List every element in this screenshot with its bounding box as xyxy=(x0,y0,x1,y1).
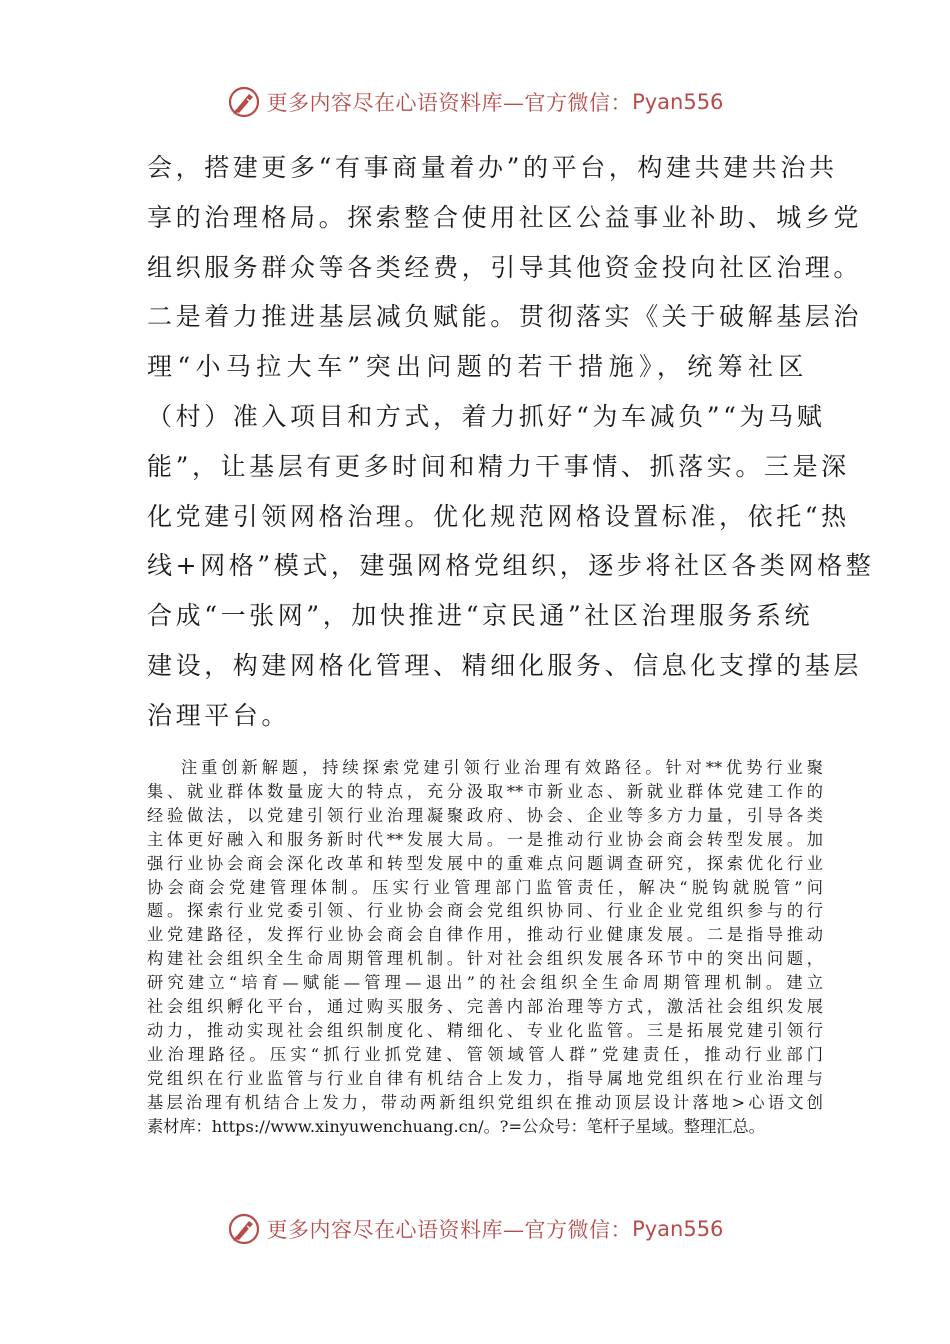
main-paragraph xyxy=(147,143,875,741)
paragraph-line: 化党建引领网格治理。优化规范网格设置标准，依托“热 xyxy=(147,501,850,531)
pen-nib-icon xyxy=(227,1212,261,1246)
paragraph-line: 社会组织孵化平台，通过购买服务、完善内部治理等方式，激活社会组织发展 xyxy=(147,997,823,1017)
paragraph-line: 研究建立“培育—赋能—管理—退出”的社会组织全生命周期管理机制。建立 xyxy=(147,973,823,993)
paragraph-line: 集、就业群体数量庞大的特点，充分汲取**市新业态、新就业群体党建工作的 xyxy=(147,781,823,801)
paragraph-line: 理“小马拉大车”突出问题的若干措施》，统筹社区 xyxy=(147,352,807,382)
paragraph-line: 注重创新解题，持续探索党建引领行业治理有效路径。针对**优势行业聚 xyxy=(181,758,823,777)
paragraph-line: 动力，推动实现社会组织制度化、精细化、专业化监管。三是拓展党建引领行 xyxy=(147,1020,823,1040)
paragraph-line: 党组织在行业监管与行业自律有机结合上发力，指导属地党组织在行业治理与 xyxy=(147,1068,823,1088)
paragraph-line: 会，搭建更多“有事商量着办”的平台，构建共建共治共 xyxy=(147,153,838,182)
paragraph-line: 协会商会党建管理体制。压实行业管理部门监管责任，解决“脱钩就脱管”问 xyxy=(147,877,823,897)
paragraph-line: 业党建路径，发挥行业协会商会自律作用，推动行业健康发展。二是指导推动 xyxy=(147,925,823,945)
paragraph-line: 经验做法，以党建引领行业治理凝聚政府、协会、企业等多方力量，引导各类 xyxy=(147,805,823,825)
paragraph-line: 构建社会组织全生命周期管理机制。针对社会组织发展各环节中的突出问题， xyxy=(147,949,823,969)
paragraph-line: 基层治理有机结合上发力，带动两新组织党组织在推动顶层设计落地>心语文创 xyxy=(147,1092,823,1112)
paragraph-line: 强行业协会商会深化改革和转型发展中的重难点问题调查研究，探索优化行业 xyxy=(147,853,823,873)
paragraph-line: 二是着力推进基层减负赋能。贯彻落实《关于破解基层治 xyxy=(147,302,863,332)
banner-wechat-id: Pyan556 xyxy=(632,1217,724,1241)
pen-nib-icon xyxy=(227,85,261,119)
banner-wechat-id: Pyan556 xyxy=(632,90,724,114)
footer-banner xyxy=(0,1209,950,1249)
paragraph-line: 题。探索行业党委引领、行业协会商会党组织协同、行业企业党组织参与的行 xyxy=(147,901,823,921)
paragraph-line: 线+网格”模式，建强网格党组织，逐步将社区各类网格整 xyxy=(147,551,875,581)
paragraph-line: 享的治理格局。探索整合使用社区公益事业补助、城乡党 xyxy=(147,202,863,232)
paragraph-line: 能”，让基层有更多时间和精力干事情、抓落实。三是深 xyxy=(147,451,850,481)
paragraph-line: （村）准入项目和方式，着力抓好“为车减负”“为马赋 xyxy=(147,401,826,431)
banner-text: 更多内容尽在心语资料库—官方微信： xyxy=(266,91,633,115)
paragraph-line: 治理平台。 xyxy=(147,700,291,730)
paragraph-line: 素材库：https://www.xinyuwenchuang.cn/。?=公众号：笔杆子星域。整理汇总。 xyxy=(147,1116,765,1136)
paragraph-line: 合成“一张网”，加快推进“京民通”社区治理服务系统 xyxy=(147,601,814,631)
second-paragraph xyxy=(147,756,823,1139)
paragraph-line: 主体更好融入和服务新时代**发展大局。一是推动行业协会商会转型发展。加 xyxy=(147,829,823,849)
paragraph-line: 组织服务群众等各类经费，引导其他资金投向社区治理。 xyxy=(147,252,863,282)
paragraph-line: 业治理路径。压实“抓行业抓党建、管领域管人群”党建责任，推动行业部门 xyxy=(147,1044,823,1064)
banner-text: 更多内容尽在心语资料库—官方微信： xyxy=(266,1218,633,1242)
paragraph-line: 建设，构建网格化管理、精细化服务、信息化支撑的基层 xyxy=(147,650,863,680)
header-banner xyxy=(0,82,950,122)
